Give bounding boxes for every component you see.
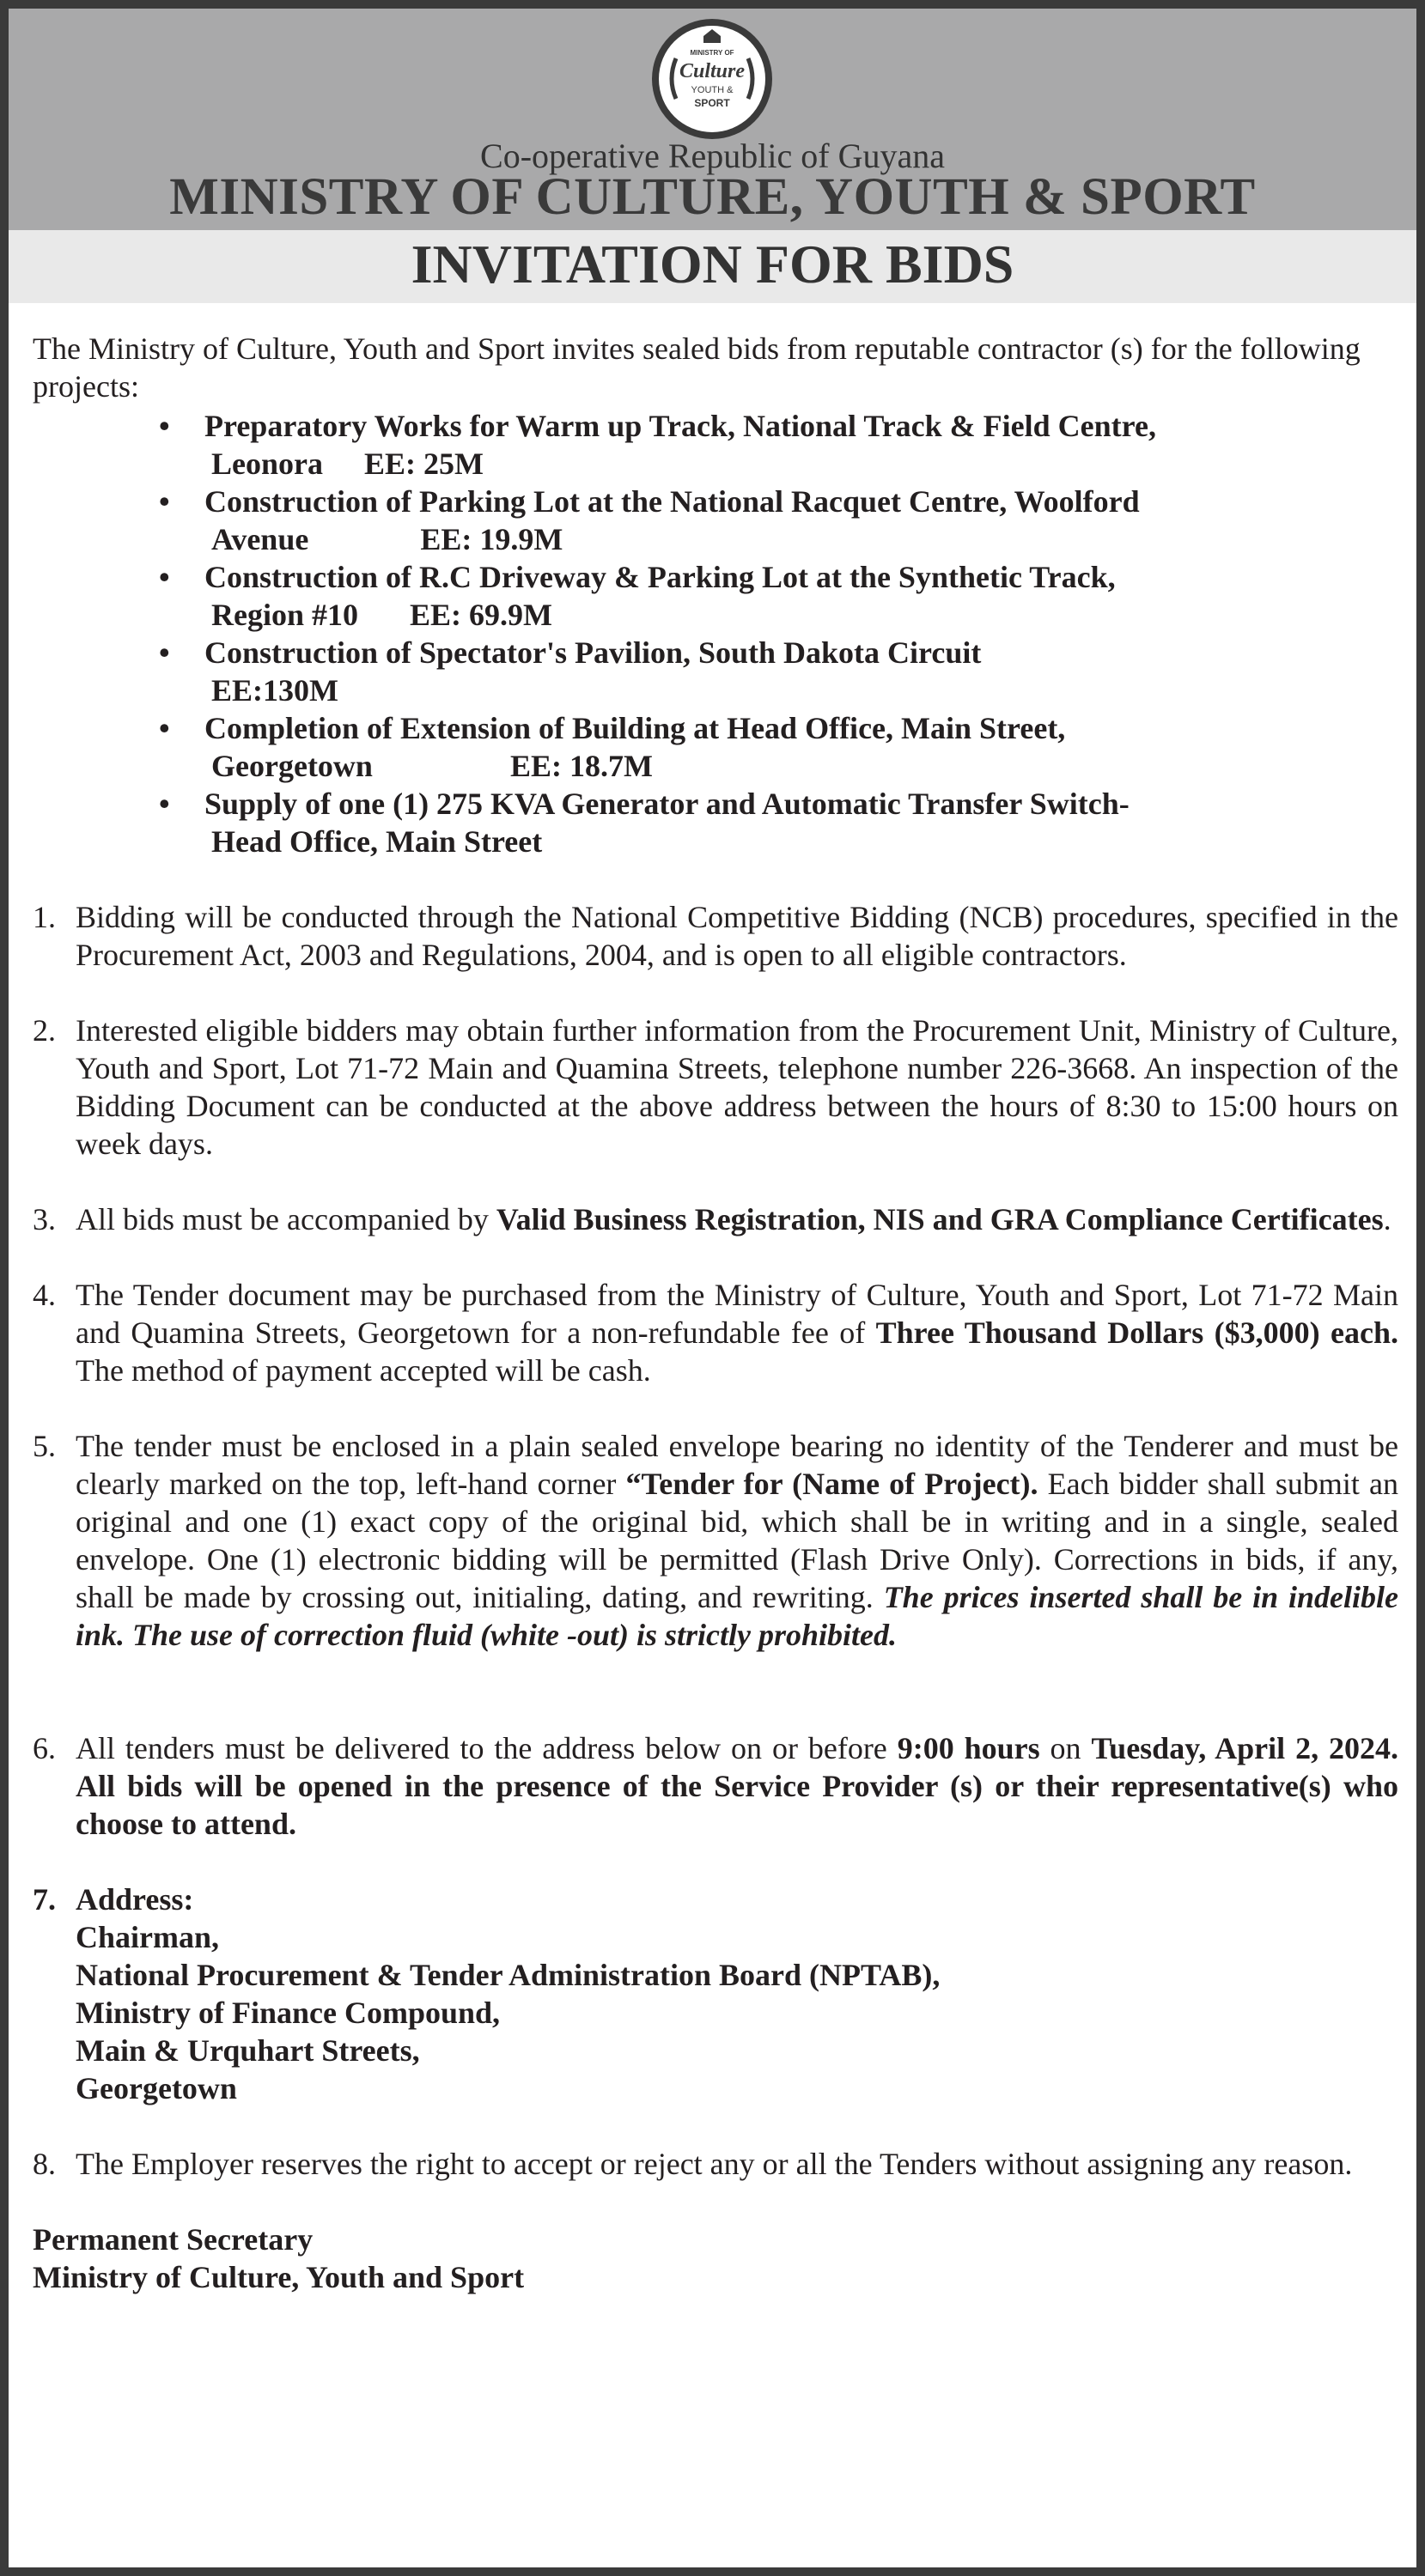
logo-line-4: SPORT xyxy=(694,97,730,109)
ministry-heading: MINISTRY OF CULTURE, YOUTH & SPORT xyxy=(169,168,1256,226)
clause-date: Tuesday, April 2, 2024. All bids will be opened in the presence of the Service Provider (s) or their representative(s) who choose to attend. xyxy=(76,1731,1398,1841)
project-item xyxy=(33,407,1398,483)
clause-5 xyxy=(33,1427,1398,1654)
clause-text: All bids must be accompanied by xyxy=(76,1202,496,1236)
clause-text-mid: on xyxy=(1039,1731,1092,1765)
address-line: Main & Urquhart Streets, xyxy=(76,2033,420,2068)
project-name: Preparatory Works for Warm up Track, National Track & Field Centre, xyxy=(204,409,1156,443)
project-name: Construction of Parking Lot at the National Racquet Centre, Woolford xyxy=(204,484,1140,519)
clause-text: The Employer reserves the right to accept or reject any or all the Tenders without assigning any reason. xyxy=(76,2147,1353,2181)
project-estimate: EE: 18.7M xyxy=(509,749,653,783)
clause-number: 4. xyxy=(33,1278,56,1312)
project-location: Leonora xyxy=(211,447,323,481)
clause-number: 8. xyxy=(33,2147,56,2181)
clause-text-end: The method of payment accepted will be cash. xyxy=(76,1353,651,1388)
clause-time: 9:00 hours xyxy=(897,1731,1040,1765)
clause-text: All tenders must be delivered to the address below on or before xyxy=(76,1731,898,1765)
address-line: Chairman, xyxy=(76,1920,220,1954)
bullet-icon: • xyxy=(159,484,170,519)
project-estimate: EE: 25M xyxy=(364,447,484,481)
project-location: Avenue xyxy=(211,522,309,556)
clause-text: The Tender document may be purchased from the Ministry of Culture, Youth and Sport, Lot 71-72 Main and Quamina Streets, Georgetown for a non-refundable fee of xyxy=(76,1278,1398,1350)
logo-line-2: Culture xyxy=(679,60,746,82)
intro-text: The Ministry of Culture, Youth and Sport invites sealed bids from reputable contractor (s) for the following projects: xyxy=(33,331,1361,404)
project-item xyxy=(33,709,1398,785)
project-name: Construction of R.C Driveway & Parking Lot at the Synthetic Track, xyxy=(204,560,1116,594)
clause-fee: Three Thousand Dollars ($3,000) each. xyxy=(875,1315,1398,1350)
bullet-icon: • xyxy=(159,409,170,443)
project-item xyxy=(33,558,1398,634)
bullet-icon: • xyxy=(159,787,170,821)
clause-emphasis: Valid Business Registration, NIS and GRA Compliance Certificates xyxy=(496,1202,1384,1236)
republic-line: Co-operative Republic of Guyana xyxy=(480,137,945,175)
page-title: INVITATION FOR BIDS xyxy=(411,234,1014,295)
notice-body xyxy=(33,330,1398,2296)
clause-number: 3. xyxy=(33,1202,56,1236)
clause-text: Bidding will be conducted through the National Competitive Bidding (NCB) procedures, specified in the Procurement Act, 2003 and Regulations, 2004, and is open to all eligible contractors. xyxy=(76,900,1398,972)
clause-number: 6. xyxy=(33,1731,56,1765)
clause-number: 2. xyxy=(33,1013,56,1048)
signatory-org: Ministry of Culture, Youth and Sport xyxy=(33,2260,525,2294)
clause-text-mid: Each bidder shall submit an original and one (1) exact copy of the original bid, which shall be in writing and in a single, sealed envelope. One (1) electronic bidding will be permitted (Flash Drive Only). Corrections in bids, if any, shall be made by crossing out, initialing, dating, and rewriting. xyxy=(76,1467,1398,1614)
address-line: Georgetown xyxy=(76,2071,237,2105)
ministry-logo xyxy=(650,17,774,141)
project-item xyxy=(33,483,1398,558)
bullet-icon: • xyxy=(159,560,170,594)
clause-text: Interested eligible bidders may obtain further information from the Procurement Unit, Ministry of Culture, Youth and Sport, Lot 71-72 Main and Quamina Streets, telephone number 226-3668. An inspection of the Bidding Document can be conducted at the above address between the hours of 8:30 to 15:00 hours on week days. xyxy=(76,1013,1398,1161)
clause-marking: “Tender for (Name of Project). xyxy=(625,1467,1038,1501)
address-block xyxy=(76,1880,1398,2107)
clause-text: The tender must be enclosed in a plain sealed envelope bearing no identity of the Tenderer and must be clearly marked on the top, left-hand corner xyxy=(76,1429,1398,1501)
project-list xyxy=(33,407,1398,860)
project-item xyxy=(33,634,1398,709)
address-line: Ministry of Finance Compound, xyxy=(76,1996,501,2030)
project-location: Region #10 xyxy=(211,598,358,632)
project-estimate: EE:130M xyxy=(211,673,338,708)
clause-7 xyxy=(33,1880,1398,2107)
clause-2 xyxy=(33,1012,1398,1163)
clause-8 xyxy=(33,2145,1398,2183)
project-name: Construction of Spectator's Pavilion, South Dakota Circuit xyxy=(204,635,982,670)
address-line: National Procurement & Tender Administration Board (NPTAB), xyxy=(76,1958,941,1992)
clause-number: 1. xyxy=(33,900,56,934)
clause-3 xyxy=(33,1200,1398,1238)
address-label: Address: xyxy=(76,1882,194,1917)
signatory-title: Permanent Secretary xyxy=(33,2222,314,2257)
signature-block xyxy=(33,2221,1398,2296)
clause-1 xyxy=(33,898,1398,974)
project-estimate: EE: 19.9M xyxy=(420,522,563,556)
project-name: Completion of Extension of Building at Head Office, Main Street, xyxy=(204,711,1066,745)
project-estimate: EE: 69.9M xyxy=(410,598,552,632)
clause-text-end: . xyxy=(1383,1202,1392,1236)
project-location: Head Office, Main Street xyxy=(211,824,543,859)
clause-6 xyxy=(33,1729,1398,1843)
clause-number: 5. xyxy=(33,1429,56,1463)
logo-line-3: YOUTH & xyxy=(691,85,734,95)
bullet-icon: • xyxy=(159,635,170,670)
project-name: Supply of one (1) 275 KVA Generator and Automatic Transfer Switch- xyxy=(204,787,1130,821)
clause-number: 7. xyxy=(33,1882,56,1917)
bullet-icon: • xyxy=(159,711,170,745)
project-item xyxy=(33,785,1398,860)
logo-line-1: MINISTRY OF xyxy=(690,49,734,57)
clause-4 xyxy=(33,1276,1398,1389)
project-location: Georgetown xyxy=(211,749,373,783)
clause-warning: The prices inserted shall be in indelible ink. The use of correction fluid (white -out) is strictly prohibited. xyxy=(76,1580,1398,1652)
